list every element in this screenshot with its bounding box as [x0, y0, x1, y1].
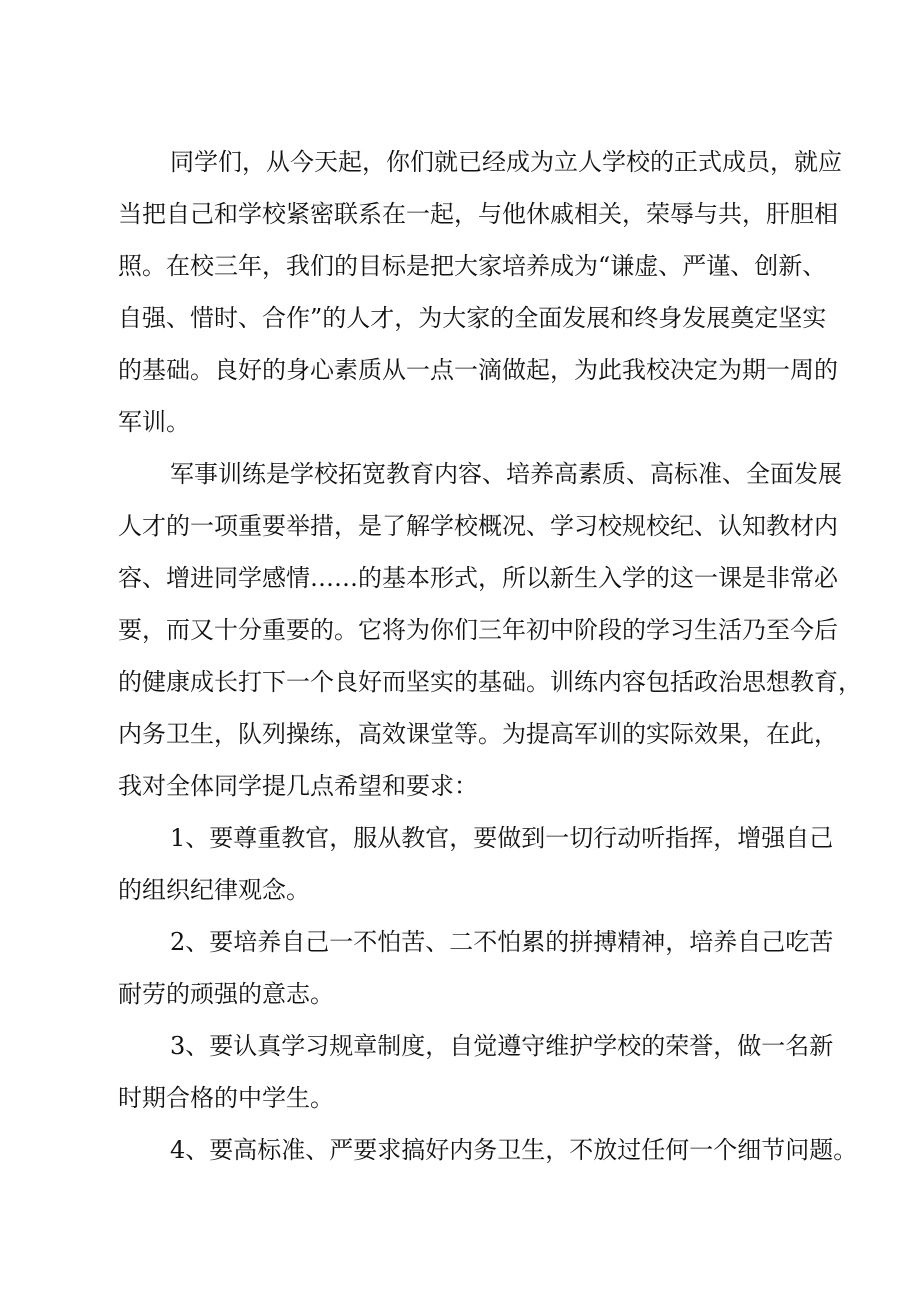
text-line: 当把自己和学校紧密联系在一起，与他休戚相关，荣辱与共，肝胆相: [118, 200, 838, 228]
text-line: 的组织纪律观念。: [118, 876, 310, 904]
text-line: 自强、惜时、合作”的人才，为大家的全面发展和终身发展奠定坚实: [118, 304, 827, 332]
text-line: 的基础。良好的身心素质从一点一滴做起，为此我校决定为期一周的: [118, 356, 838, 384]
text-line: 的健康成长打下一个良好而坚实的基础。训练内容包括政治思想教育，: [118, 668, 862, 696]
text-line: 时期合格的中学生。: [118, 1084, 334, 1112]
text-line: 我对全体同学提几点希望和要求：: [118, 772, 478, 800]
text-line: 内务卫生，队列操练，高效课堂等。为提高军训的实际效果，在此，: [118, 720, 838, 748]
text-line: 4、要高标准、严要求搞好内务卫生，不放过任何一个细节问题。: [170, 1136, 858, 1164]
text-line: 要，而又十分重要的。它将为你们三年初中阶段的学习生活乃至今后: [118, 616, 838, 644]
text-line: 照。在校三年，我们的目标是把大家培养成为“谦虚、严谨、创新、: [118, 252, 827, 280]
text-line: 耐劳的顽强的意志。: [118, 980, 334, 1008]
text-line: 1、要尊重教官，服从教官，要做到一切行动听指挥，增强自己: [170, 824, 834, 852]
text-line: 军事训练是学校拓宽教育内容、培养高素质、高标准、全面发展: [170, 460, 842, 488]
text-line: 军训。: [118, 408, 190, 436]
text-line: 同学们，从今天起，你们就已经成为立人学校的正式成员，就应: [170, 148, 842, 176]
text-line: 容、增进同学感情……的基本形式，所以新生入学的这一课是非常必: [118, 564, 838, 592]
text-line: 3、要认真学习规章制度，自觉遵守维护学校的荣誉，做一名新: [170, 1032, 834, 1060]
text-line: 2、要培养自己一不怕苦、二不怕累的拼搏精神，培养自己吃苦: [170, 928, 834, 956]
text-line: 人才的一项重要举措，是了解学校概况、学习校规校纪、认知教材内: [118, 512, 838, 540]
